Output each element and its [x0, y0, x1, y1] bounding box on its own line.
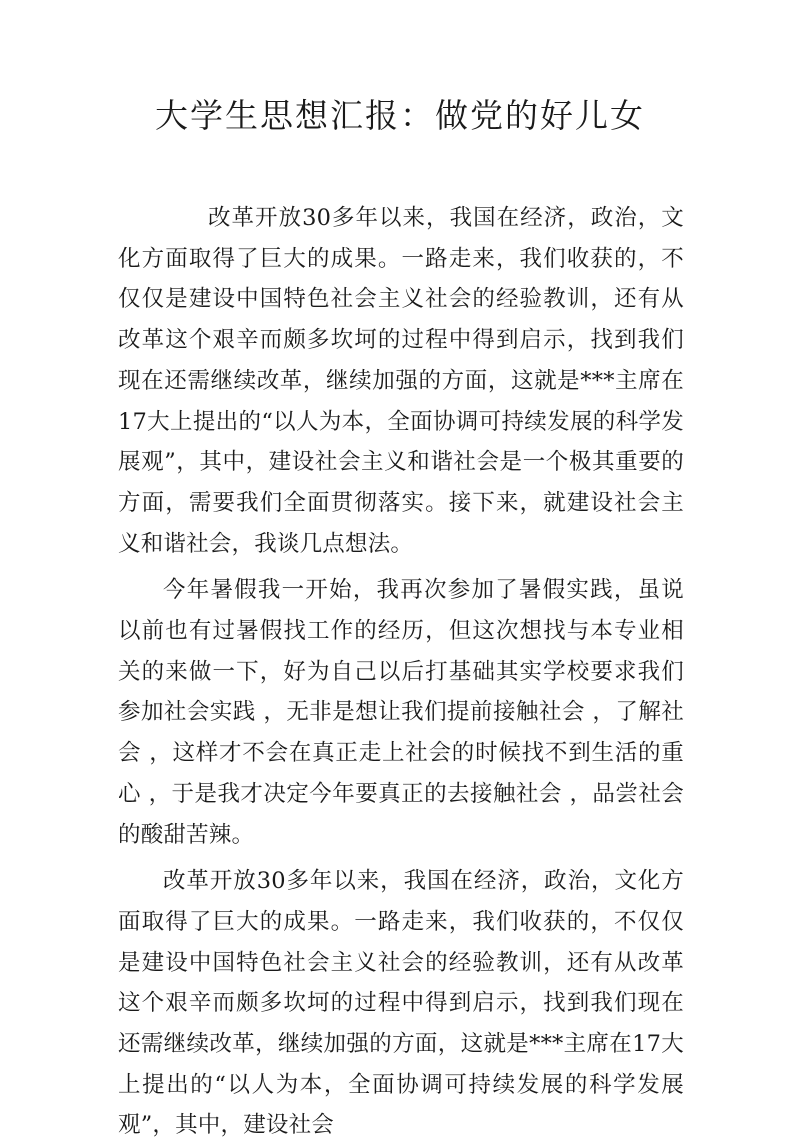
document-body	[118, 198, 684, 1146]
paragraph-2: 今年暑假我一开始，我再次参加了暑假实践，虽说以前也有过暑假找工作的经历，但这次想找与本专业相关的来做一下，好为自己以后打基础其实学校要求我们参加社会实践 ，无非是想让我们提前接触社会 ，了解社会 ，这样才不会在真正走上社会的时候找不到生活的重心 ，于是我才决定今年要真正的去接触社会 ，品尝社会的酸甜苦辣。	[118, 577, 684, 848]
paragraph-1: 改革开放30多年以来，我国在经济，政治，文化方面取得了巨大的成果。一路走来，我们收获的，不仅仅是建设中国特色社会主义社会的经验教训，还有从改革这个艰辛而颇多坎坷的过程中得到启示，找到我们现在还需继续改革，继续加强的方面，这就是***主席在17大上提出的“以人为本，全面协调可持续发展的科学发展观”，其中，建设社会主义和谐社会是一个极其重要的方面，需要我们全面贯彻落实。接下来，就建设社会主义和谐社会，我谈几点想法。	[118, 205, 684, 557]
paragraph-3: 改革开放30多年以来，我国在经济，政治，文化方面取得了巨大的成果。一路走来，我们收获的，不仅仅是建设中国特色社会主义社会的经验教训，还有从改革这个艰辛而颇多坎坷的过程中得到启示，找到我们现在还需继续改革，继续加强的方面，这就是***主席在17大上提出的“以人为本，全面协调可持续发展的科学发展观”，其中，建设社会	[118, 868, 685, 1139]
document-title: 大学生思想汇报：做党的好儿女	[155, 96, 645, 135]
